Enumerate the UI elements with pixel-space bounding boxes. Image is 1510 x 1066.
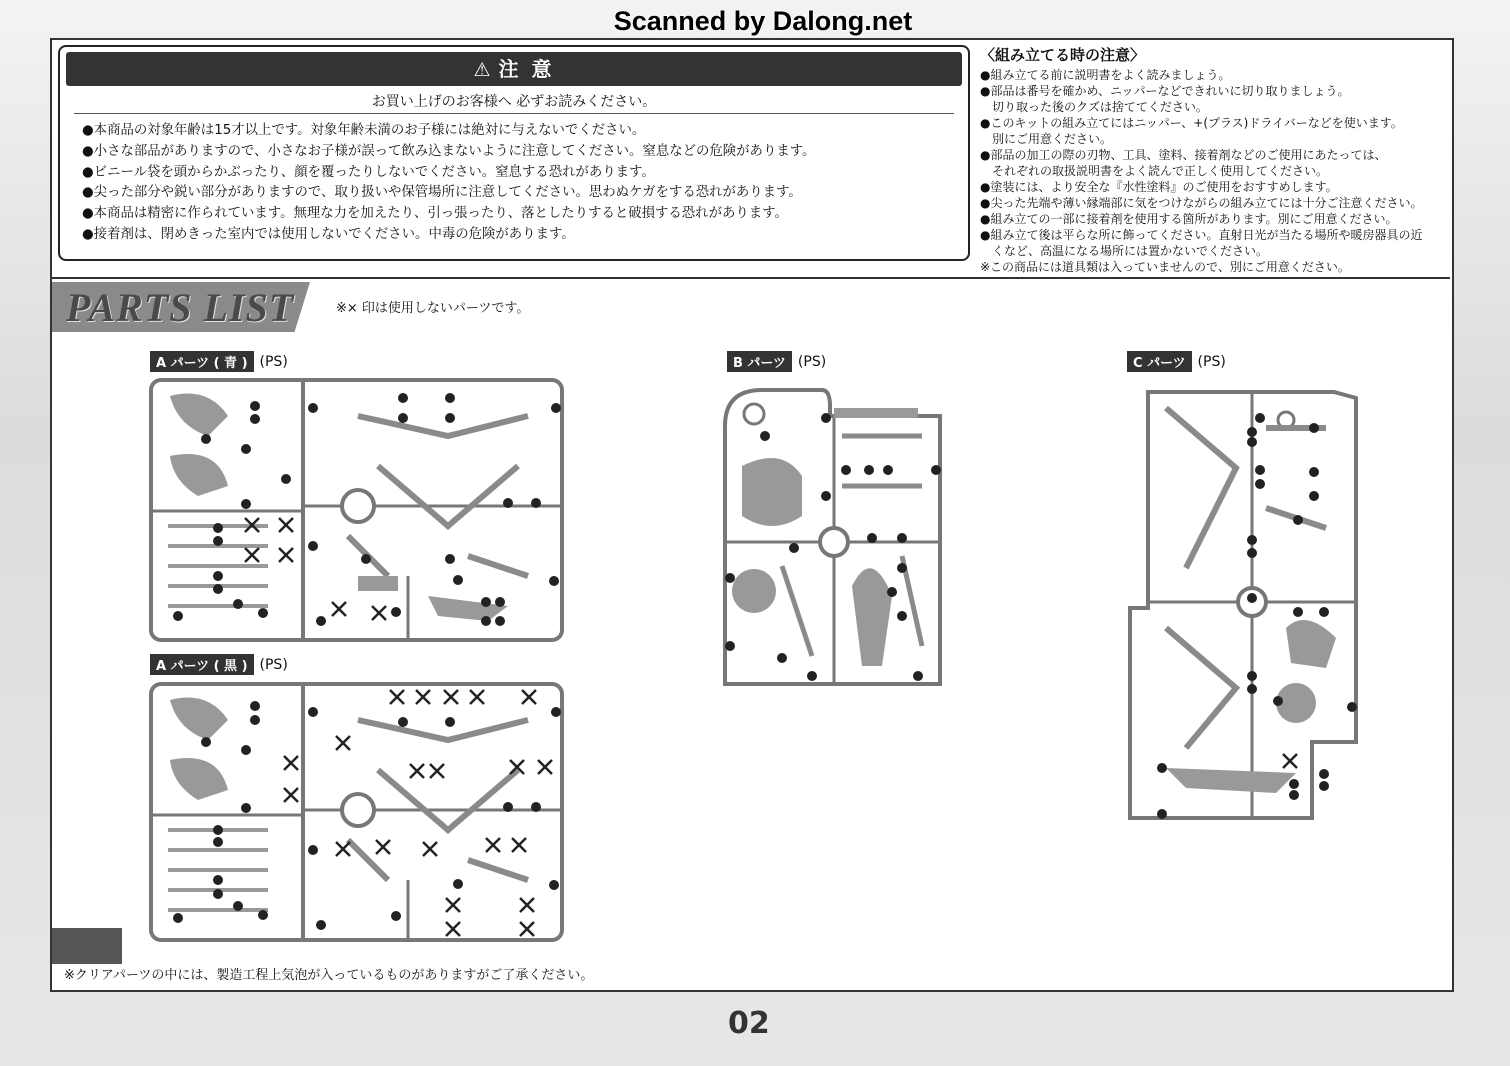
runner-a-blue-diagram bbox=[148, 376, 566, 644]
runner-b-label bbox=[727, 351, 826, 372]
parts-list-title: PARTS LIST bbox=[66, 285, 295, 330]
clear-parts-note: ※クリアパーツの中には、製造工程上気泡が入っているものがありますがご了承ください。 bbox=[64, 968, 594, 983]
caution-divider bbox=[74, 113, 954, 114]
assembly-note-line: 切り取った後のクズは捨ててください。 bbox=[980, 100, 1208, 114]
page-number: 02 bbox=[728, 1006, 770, 1041]
runner-material: (PS) bbox=[259, 656, 288, 673]
assembly-note-line: それぞれの取扱説明書をよく読んで正しく使用してください。 bbox=[980, 164, 1329, 178]
caution-subtitle: お買い上げのお客様へ 必ずお読みください。 bbox=[371, 94, 657, 110]
runner-tag: A パーツ ( 青 ) bbox=[150, 351, 254, 372]
caution-item: ●ビニール袋を頭からかぶったり、顔を覆ったりしないでください。窒息する恐れがあります。 bbox=[82, 164, 655, 180]
caution-item: ●接着剤は、閉めきった室内では使用しないでください。中毒の危険があります。 bbox=[82, 226, 575, 242]
caution-item: ●本商品の対象年齢は15才以上です。対象年齢未満のお子様には絶対に与えないでください。 bbox=[82, 123, 646, 138]
scanned-by-watermark: Scanned by Dalong.net bbox=[613, 6, 913, 36]
runner-a-black-label bbox=[150, 654, 288, 675]
runner-c-label bbox=[1127, 351, 1226, 372]
caution-header bbox=[66, 52, 962, 86]
assembly-note-line: ●このキットの組み立てにはニッパー、+(プラス)ドライバーなどを使います。 bbox=[980, 116, 1403, 130]
section-divider bbox=[52, 277, 1450, 279]
caution-title: 注 意 bbox=[498, 57, 555, 81]
assembly-note-line: ●組み立てる前に説明書をよく読みましょう。 bbox=[980, 68, 1231, 82]
runner-material: (PS) bbox=[797, 353, 827, 370]
runner-c-diagram bbox=[1126, 388, 1362, 824]
assembly-note-line: ●組み立て後は平らな所に飾ってください。直射日光が当たる場所や暖房器具の近 bbox=[980, 228, 1423, 242]
runner-b-diagram bbox=[722, 386, 944, 688]
caution-item: ●本商品は精密に作られています。無理な力を加えたり、引っ張ったり、落としたりすると破損する恐れがあります。 bbox=[82, 206, 788, 222]
assembly-notes-title: 〈組み立てる時の注意〉 bbox=[980, 46, 1146, 64]
assembly-note-line: ●尖った先端や薄い縁端部に気をつけながらの組み立てには十分ご注意ください。 bbox=[980, 196, 1423, 210]
runner-material: (PS) bbox=[1197, 353, 1226, 370]
assembly-note-line: ●部品の加工の際の刃物、工具、塗料、接着剤などのご使用にあたっては、 bbox=[980, 148, 1387, 162]
caution-list bbox=[82, 121, 958, 246]
runner-a-blue-label bbox=[150, 351, 288, 372]
assembly-note-line: ●塗装には、より安全な『水性塗料』のご使用をおすすめします。 bbox=[980, 180, 1338, 194]
assembly-note-line: ※この商品には道具類は入っていませんので、別にご用意ください。 bbox=[980, 260, 1350, 274]
runner-material: (PS) bbox=[259, 353, 288, 370]
runner-tag: C パーツ bbox=[1127, 351, 1192, 372]
assembly-note-line: ●部品は番号を確かめ、ニッパーなどできれいに切り取りましょう。 bbox=[980, 84, 1350, 98]
side-page-tab bbox=[52, 928, 122, 964]
warning-triangle-icon: ⚠ bbox=[473, 59, 491, 81]
runner-tag: A パーツ ( 黒 ) bbox=[150, 654, 254, 675]
caution-box bbox=[58, 45, 970, 261]
assembly-note-line: 別にご用意ください。 bbox=[980, 132, 1113, 146]
assembly-notes bbox=[980, 45, 1438, 275]
caution-item: ●尖った部分や鋭い部分がありますので、取り扱いや保管場所に注意してください。思わぬケガをする恐れがあります。 bbox=[82, 185, 802, 201]
parts-list-note: ※× 印は使用しないパーツです。 bbox=[336, 301, 530, 316]
runner-a-black-diagram bbox=[148, 680, 566, 944]
assembly-note-line: ●組み立ての一部に接着剤を使用する箇所があります。別にご用意ください。 bbox=[980, 212, 1398, 226]
caution-item: ●小さな部品がありますので、小さなお子様が誤って飲み込まないように注意してください。窒息などの危険があります。 bbox=[82, 143, 816, 159]
assembly-note-line: くなど、高温になる場所には置かないでください。 bbox=[980, 244, 1269, 258]
runner-tag: B パーツ bbox=[727, 351, 792, 372]
